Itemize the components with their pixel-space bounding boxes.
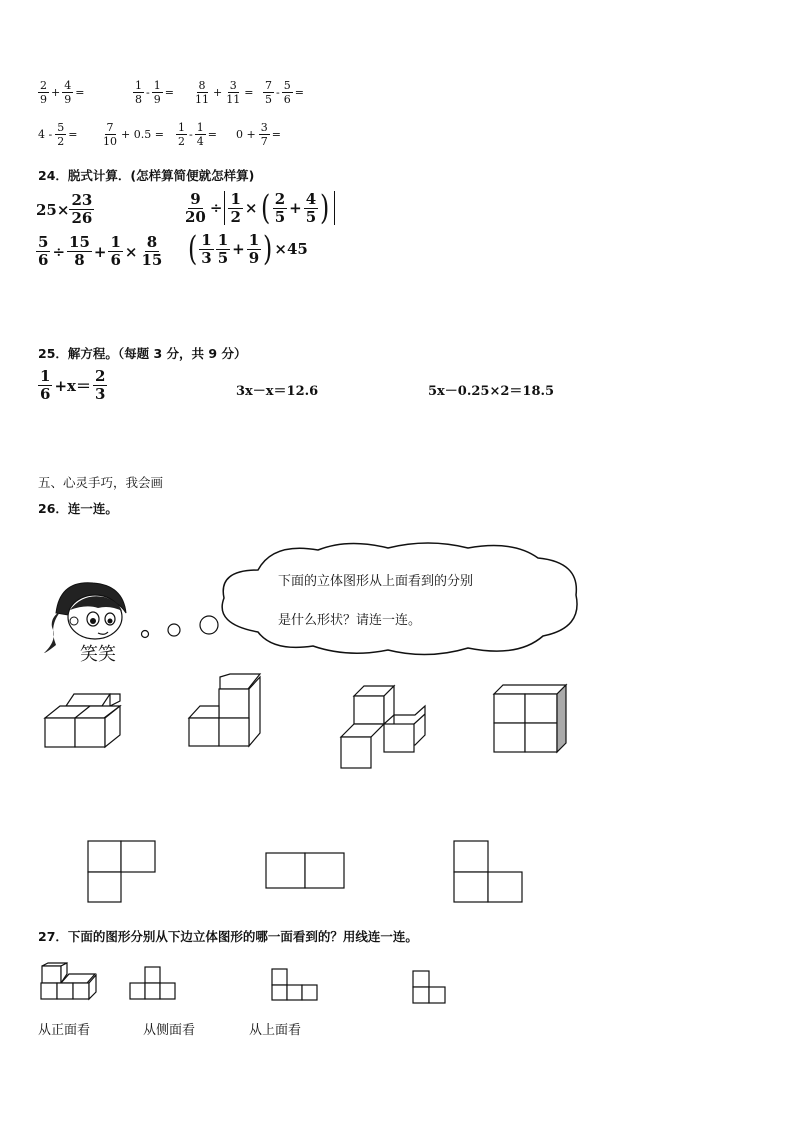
fraction: $\frac{15}{8}$ (69, 233, 90, 269)
fraction: $\frac{9}{20}$ (185, 189, 206, 226)
fraction: $\frac{5}{2}$ (57, 121, 65, 148)
fraction: 7 5 (265, 79, 272, 106)
q25-title: 25．解方程。（每题 3 分，共 9 分） (38, 346, 247, 361)
q27-solid-figure (39, 962, 99, 1002)
view-label-side: 从侧面看 (143, 1023, 196, 1038)
fraction: 1 8 (135, 79, 142, 106)
section-5-title: 五、心灵手巧，我会画 (38, 475, 164, 490)
fraction: 8 11 (195, 79, 209, 106)
solid-figure-1 (44, 693, 124, 749)
right-paren: ) (263, 229, 273, 269)
q24-expr-1: 25× $\frac{23}{26}$ (36, 191, 93, 227)
fraction: $\frac{1}{6}$ (110, 233, 121, 269)
thought-bubble-cloud (218, 540, 583, 658)
top-view-shape-3 (453, 840, 525, 904)
calc-row-1 (38, 80, 306, 105)
top-view-shape-1 (87, 840, 157, 904)
fraction: $\frac{1}{9}$ (248, 230, 260, 267)
right-paren: ) (320, 188, 330, 228)
view-shape-front (129, 966, 177, 1000)
fraction: $\frac{1}{9}$ (153, 79, 161, 106)
calc-row-2 (38, 122, 283, 147)
fraction: 1 2 (178, 121, 185, 148)
fraction: $\frac{3}{11}$ (226, 79, 241, 106)
view-shape-side (271, 968, 321, 1002)
top-view-shape-2 (265, 852, 347, 890)
fraction: $\frac{1}{2}$ (230, 189, 241, 226)
fraction: $\frac{1}{4}$ (196, 121, 204, 148)
calc-expr: 1 2 - $\frac{1}{4}$ = (178, 121, 217, 148)
left-paren: ( (261, 188, 271, 228)
q25-eq-1: 1 6 +x＝ 2 3 (40, 367, 106, 403)
fraction: 2 3 (94, 367, 106, 403)
fraction: $\frac{4}{5}$ (305, 189, 317, 226)
calc-expr: 8 11 + $\frac{3}{11}$ = (195, 79, 254, 106)
calc-expr: 0 + $\frac{3}{7}$ = (236, 121, 281, 148)
q24-expr-4: ( 1 3 1 5 + $\frac{1}{9}$ ) ×45 (187, 229, 308, 269)
q26-title: 26．连一连。 (38, 501, 118, 516)
solid-figure-3 (339, 685, 429, 770)
thought-dots (138, 612, 223, 642)
q24-title: 24．脱式计算．(怎样算简便就怎样算) (38, 168, 255, 183)
solid-figure-4 (491, 684, 569, 754)
fraction: $\frac{23}{26}$ (71, 191, 93, 227)
q24-expr-3: $\frac{5}{6}$ ÷ $\frac{15}{8}$ + $\frac{1}{6}$ × $\frac{8}{15}$ (38, 233, 163, 269)
bubble-text-line-1: 下面的立体图形从上面看到的分别 (278, 574, 474, 589)
q27-title: 27．下面的图形分别从下边立体图形的哪一面看到的？用线连一连。 (38, 929, 418, 944)
calc-expr: 4 - $\frac{5}{2}$ = (38, 121, 78, 148)
fraction: $\frac{5}{6}$ (38, 233, 49, 269)
fraction: 1 3 (201, 230, 212, 267)
q25-eq-2: 3x－x＝12.6 (236, 384, 319, 399)
fraction: $\frac{3}{7}$ (260, 121, 268, 148)
calc-expr: 7 5 - $\frac{5}{6}$ = (265, 79, 304, 106)
fraction: $\frac{5}{6}$ (283, 79, 291, 106)
left-paren: ( (187, 229, 198, 269)
fraction: 2 5 (274, 189, 286, 226)
calc-expr: 1 8 - $\frac{1}{9}$ = (135, 79, 174, 106)
solid-figure-2 (188, 673, 264, 748)
q25-eq-3: 5x－0.25×2＝18.5 (428, 384, 555, 399)
calc-expr: 2 9 + $\frac{4}{9}$ = (40, 79, 85, 106)
view-label-front: 从正面看 (38, 1023, 91, 1038)
q24-expr-2: $\frac{9}{20}$ ÷ $\frac{1}{2}$ × ( 2 5 + $\frac{4}{5}$ ) (183, 191, 335, 225)
bubble-text-line-2: 是什么形状？请连一连。 (278, 613, 422, 628)
fraction: $\frac{8}{15}$ (141, 233, 163, 269)
calc-expr: 7 10 + 0.5 = (103, 121, 164, 148)
fraction: 7 10 (103, 121, 117, 148)
fraction: 1 5 (217, 230, 229, 267)
fraction: 2 9 (40, 79, 47, 106)
character-name: 笑笑 (80, 644, 116, 665)
view-shape-top (412, 970, 448, 1006)
fraction: $\frac{4}{9}$ (64, 79, 72, 106)
fraction: 1 6 (40, 367, 51, 403)
square-bracket: $\frac{1}{2}$ × ( 2 5 + $\frac{4}{5}$ ) (224, 191, 335, 225)
view-label-top: 从上面看 (249, 1023, 302, 1038)
